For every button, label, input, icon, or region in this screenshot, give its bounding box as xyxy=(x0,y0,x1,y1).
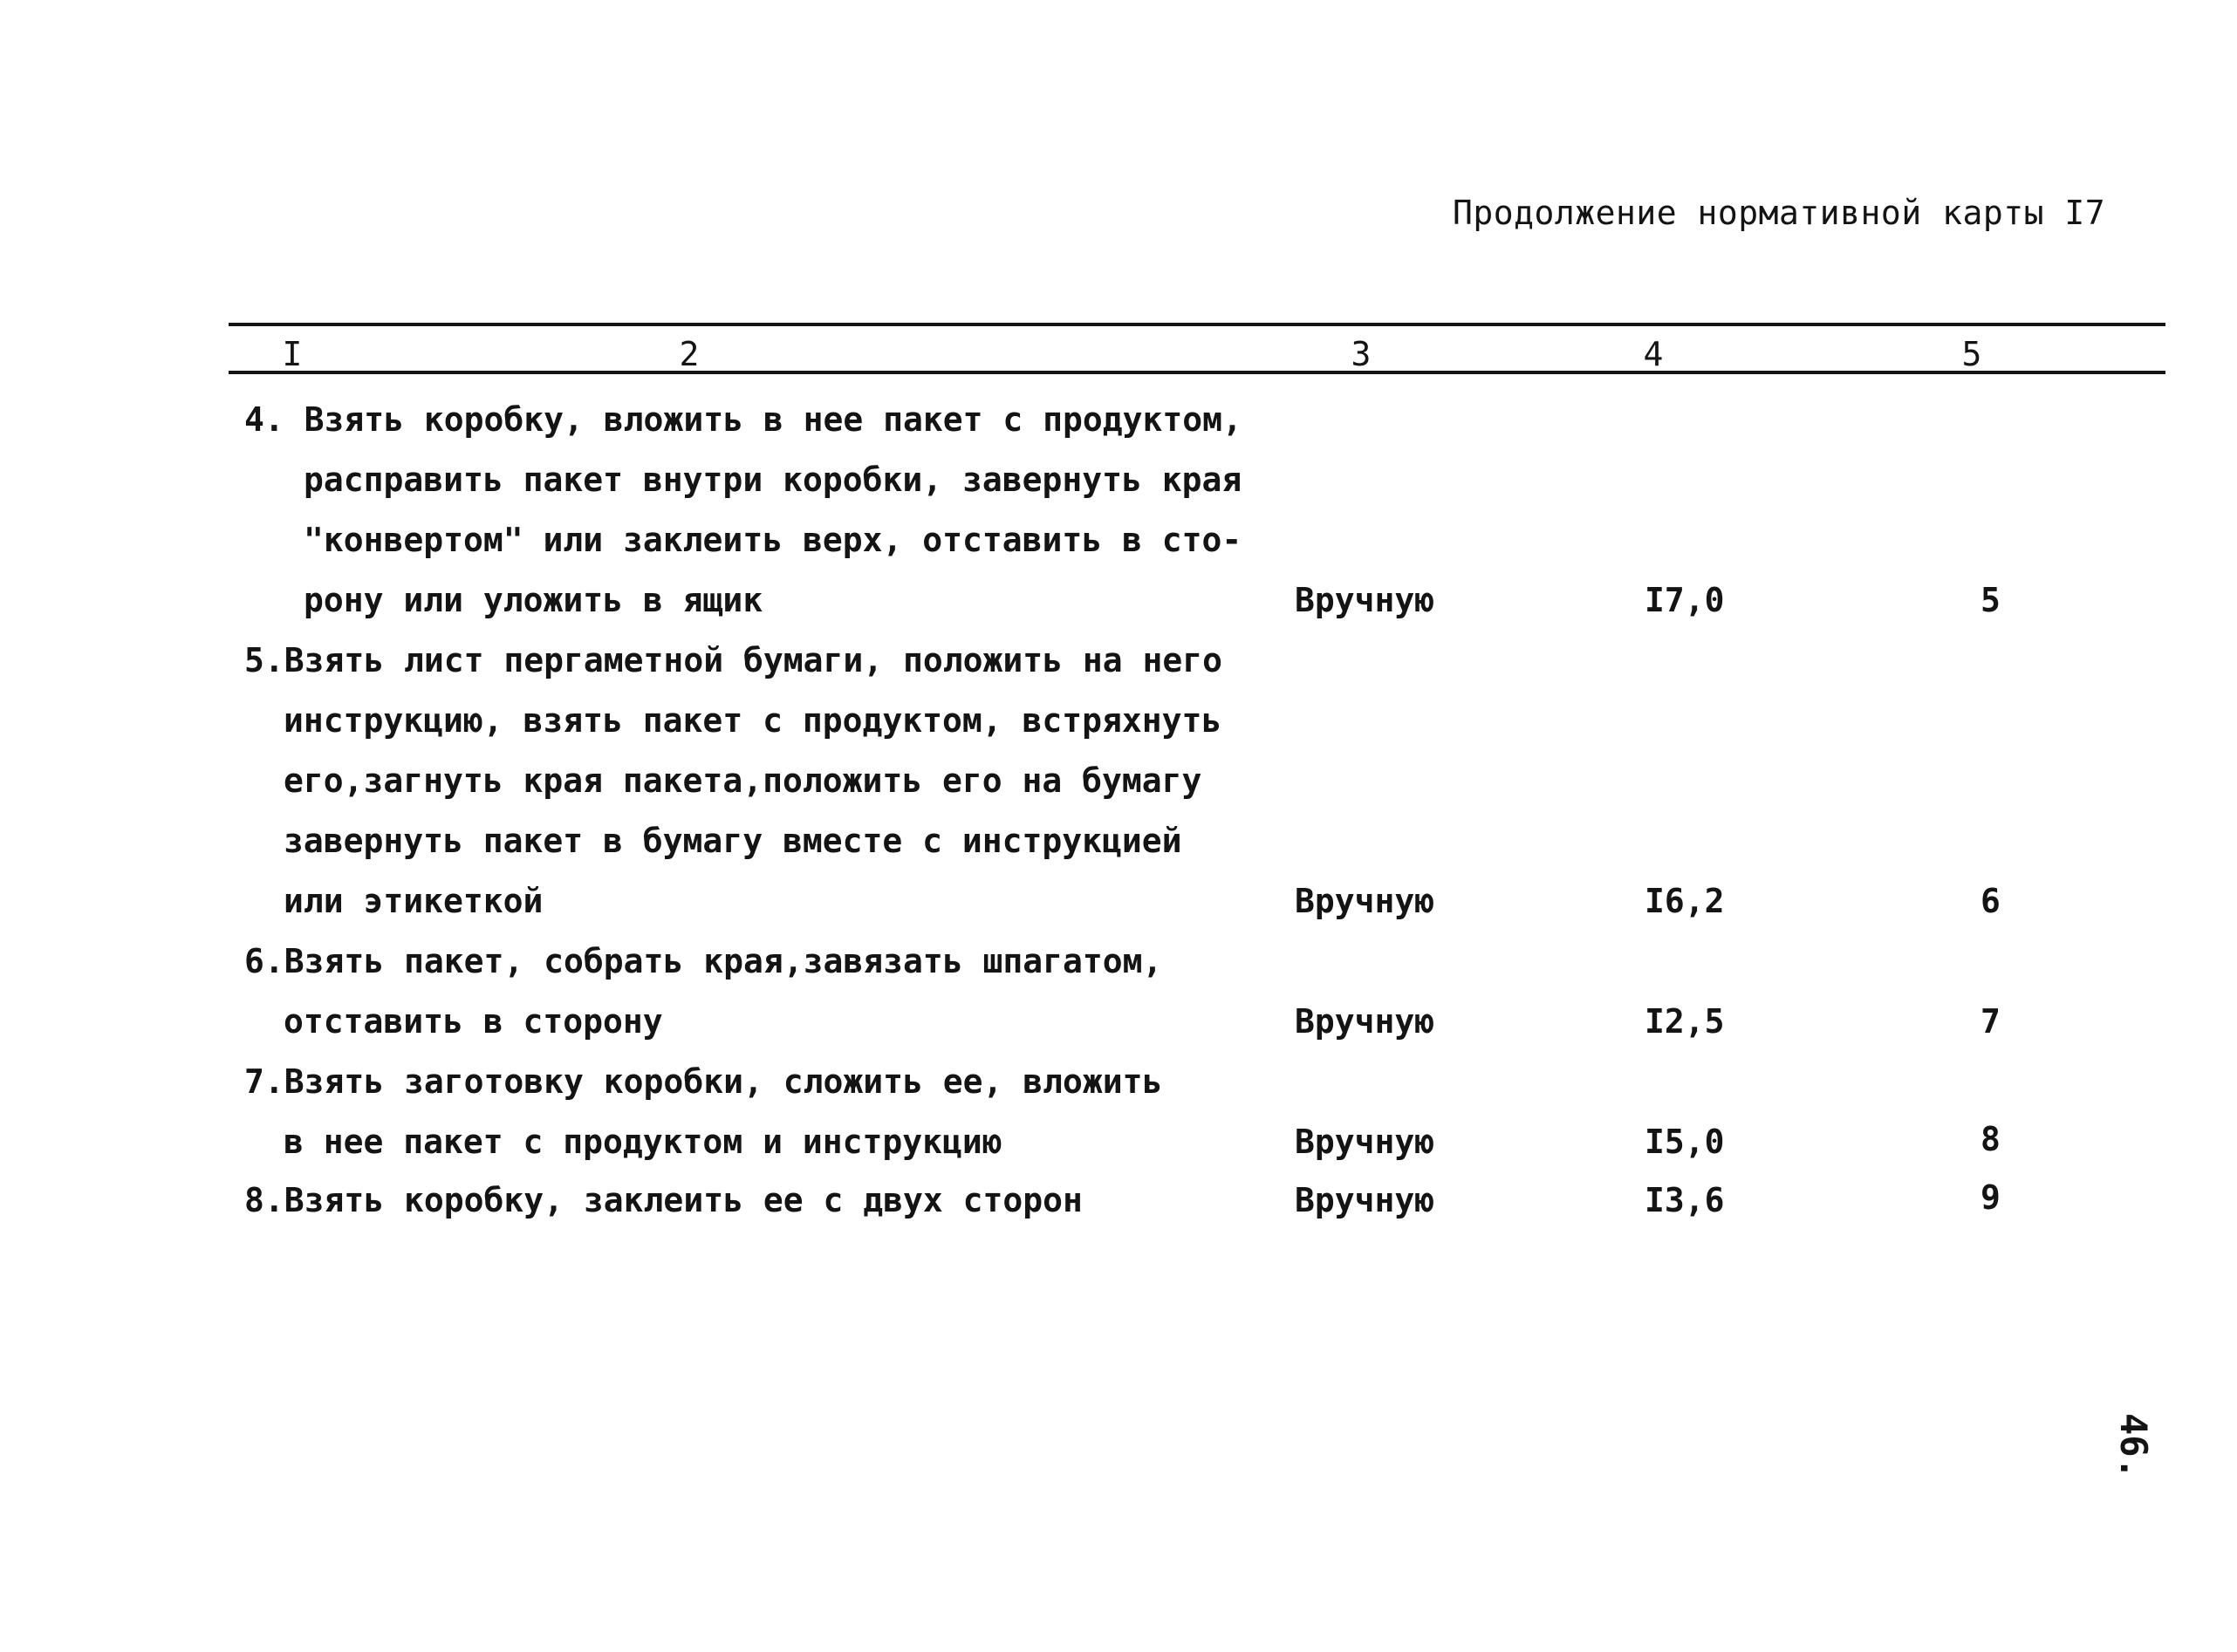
row-description: 7.Взять заготовку коробки, сложить ее, вложить в нее пакет с продуктом и инструкцию xyxy=(244,1062,1163,1161)
row-number: 5 xyxy=(1980,581,2001,619)
row-description: 8.Взять коробку, заклеить ее с двух сторон xyxy=(244,1181,1083,1219)
row-time: I5,0 xyxy=(1645,1123,1725,1161)
row-method: Вручную xyxy=(1295,1123,1435,1161)
row-method: Вручную xyxy=(1295,1181,1435,1219)
row-method: Вручную xyxy=(1295,581,1435,619)
row-number: 8 xyxy=(1980,1120,2001,1158)
row-time: I2,5 xyxy=(1645,1002,1725,1041)
column-number-2: 2 xyxy=(679,335,700,373)
row-method: Вручную xyxy=(1295,882,1435,920)
row-number: 9 xyxy=(1980,1178,2001,1217)
row-number: 7 xyxy=(1980,1002,2001,1041)
row-number: 6 xyxy=(1980,882,2001,920)
column-number-5: 5 xyxy=(1961,335,1982,373)
table-header-rule xyxy=(229,371,2165,374)
row-time: I7,0 xyxy=(1645,581,1725,619)
column-number-1: I xyxy=(282,335,303,373)
row-time: I6,2 xyxy=(1645,882,1725,920)
row-description: 5.Взять лист пергаметной бумаги, положить на него инструкцию, взять пакет с продуктом, встряхнуть его,загнуть края пакета,положить его на бумагу завернуть пакет в бумагу вместе с инструкцией или этикеткой xyxy=(244,641,1223,920)
column-number-3: 3 xyxy=(1351,335,1372,373)
page-number: 46. xyxy=(2112,1413,2155,1479)
column-number-4: 4 xyxy=(1643,335,1664,373)
row-time: I3,6 xyxy=(1645,1181,1725,1219)
row-description: 6.Взять пакет, собрать края,завязать шпагатом, отставить в сторону xyxy=(244,942,1163,1041)
row-method: Вручную xyxy=(1295,1002,1435,1041)
page-header: Продолжение нормативной карты I7 xyxy=(1453,194,2106,232)
table-top-rule xyxy=(229,323,2165,326)
row-description: 4. Взять коробку, вложить в нее пакет с продуктом, расправить пакет внутри коробки, завернуть края "конвертом" или заклеить верх, отставить в сто- рону или уложить в ящик xyxy=(244,400,1242,619)
